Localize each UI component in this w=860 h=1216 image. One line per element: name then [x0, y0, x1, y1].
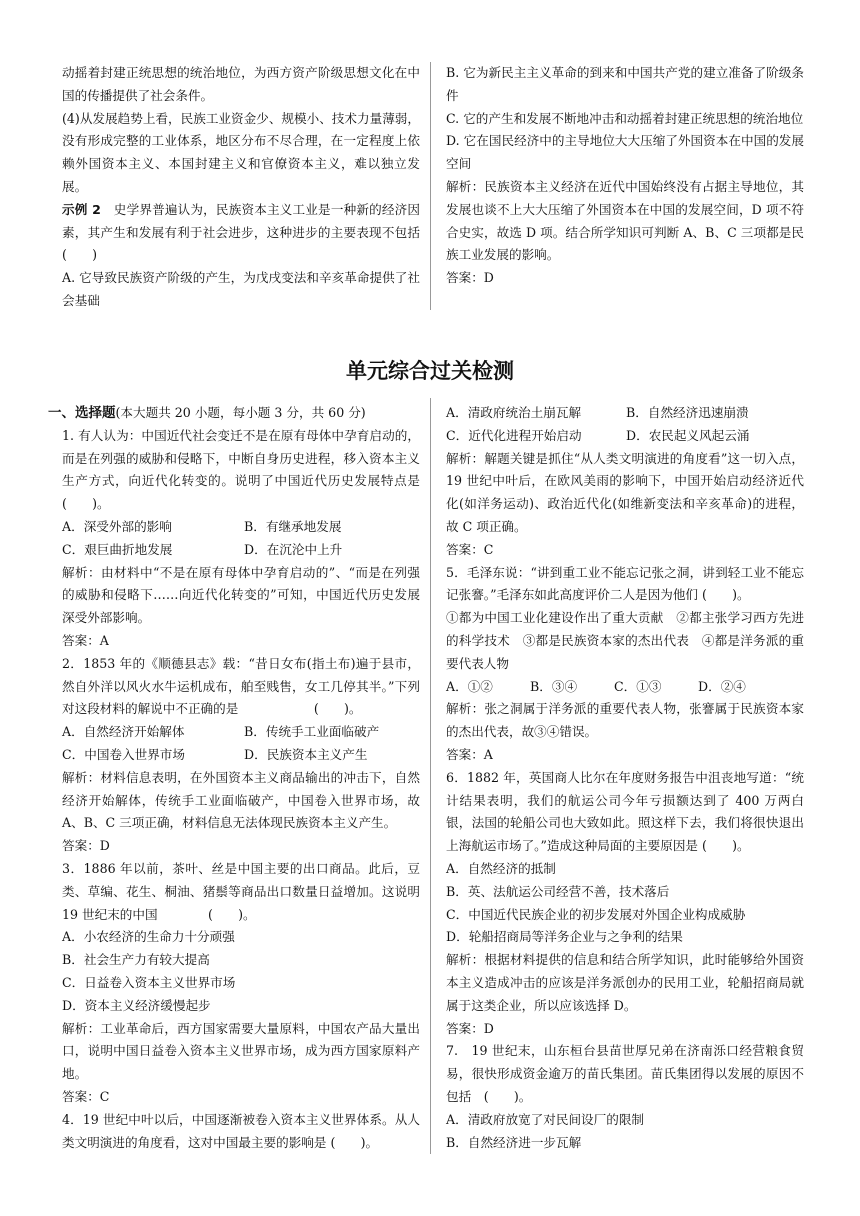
- option: D．民族资本主义产生: [244, 746, 368, 762]
- answer: 答案：A: [62, 632, 109, 648]
- analysis: 解析：根据材料提供的信息和结合所学知识，此时能够给外国资本主义造成冲击的应该是洋务派创办的民用工业，轮船招商局就属于这类企业，所以应该选择 D。: [446, 952, 804, 1013]
- option: C．艰巨曲折地发展: [62, 541, 173, 557]
- option: A．自然经济的抵制: [446, 860, 556, 876]
- question-5: 5．毛泽东说：“讲到重工业不能忘记张之洞，讲到轻工业不能忘记张謇。”毛泽东如此高度评价二人是因为他们 ( )。: [446, 564, 804, 603]
- answer: 答案：A: [446, 746, 493, 762]
- option: D．资本主义经济缓慢起步: [62, 997, 211, 1013]
- option: A．清政府统治土崩瓦解: [446, 405, 582, 420]
- options-row: [62, 744, 420, 767]
- options-row: [446, 425, 804, 448]
- page-title: 单元综合过关检测: [346, 359, 514, 383]
- answer: 答案：C: [62, 1088, 110, 1104]
- question-2: 2．1853 年的《顺德县志》载：“昔日女布(指土布)遍于县市，然自外洋以风火水牛运机成布，舶至贱售，女工几停其半。”下列对这段材料的解说中不正确的是 ( )。: [62, 655, 420, 717]
- option: B. 它为新民主主义革命的到来和中国共产党的建立准备了阶级条件: [446, 65, 804, 103]
- option: B．自然经济进一步瓦解: [446, 1134, 582, 1150]
- option: B．自然经济迅速崩溃: [626, 405, 749, 420]
- section-note: (本大题共 20 小题，每小题 3 分，共 60 分): [115, 405, 366, 420]
- answer: 答案：C: [446, 541, 494, 557]
- option: B．社会生产力有较大提高: [62, 952, 210, 968]
- option: A．①②: [446, 678, 493, 694]
- example-2: [62, 199, 420, 267]
- question-4: 4．19 世纪中叶以后，中国逐渐被卷入资本主义世界体系。从人类文明演进的角度看，这对中国最主要的影响是 ( )。: [62, 1111, 420, 1150]
- analysis: 解析：工业革命后，西方国家需要大量原料，中国农产品大量出口，说明中国日益卷入资本主义世界市场，成为西方国家原料产地。: [62, 1020, 420, 1082]
- options-row: [62, 721, 420, 744]
- analysis: 解析：由材料中“不是在原有母体中孕育启动的”、“而是在列强的威胁和侵略下……向近代化转变的”可知，中国近代历史发展深受外部影响。: [62, 564, 420, 626]
- option: A．小农经济的生命力十分顽强: [62, 929, 235, 945]
- option: B．③④: [530, 678, 578, 694]
- analysis: 解析：材料信息表明，在外国资本主义商品输出的冲击下，自然经济开始解体，传统手工业面临破产，中国卷入世界市场，故 A、B、C 三项正确，材料信息无法体现民族资本主义产生。: [62, 769, 420, 831]
- right-column: [446, 402, 804, 1154]
- option: B．有继承地发展: [244, 518, 342, 534]
- option: C．中国卷入世界市场: [62, 746, 185, 762]
- analysis: 解析：解题关键是抓住“从人类文明演进的角度看”这一切入点，19 世纪中叶后，在欧风美雨的影响下，中国开始启动经济近代化(如洋务运动)、政治近代化(如维新变法和辛亥革命)的进程，故 C 项正确。: [446, 450, 804, 534]
- paragraph: 动摇着封建正统思想的统治地位，为西方资产阶级思想文化在中国的传播提供了社会条件。: [62, 65, 420, 103]
- option: C．中国近代民族企业的初步发展对外国企业构成威胁: [446, 906, 746, 922]
- top-right-column: [446, 62, 804, 290]
- option: A．深受外部的影响: [62, 518, 172, 534]
- question-3: 3．1886 年以前，茶叶、丝是中国主要的出口商品。此后，豆类、草编、花生、桐油、猪鬃等商品出口数量日益增加。这说明 19 世纪末的中国 ( )。: [62, 860, 420, 922]
- question-6: 6．1882 年，英国商人比尔在年度财务报告中沮丧地写道：“统计结果表明，我们的航运公司今年亏损额达到了 400 万两白银，法国的轮船公司也大致如此。照这样下去，我们将很快退出上海航运市场了。”造成这种局面的主要原因是 ( )。: [446, 769, 804, 854]
- question-1: 1. 有人认为：中国近代社会变迁不是在原有母体中孕育启动的，而是在列强的威胁和侵略下，中断自身历史进程，移入资本主义生产方式，向近代化转变的。说明了中国近代历史发展特点是 ( )。: [62, 427, 433, 512]
- statement-list: ①都为中国工业化建设作出了重大贡献 ②都主张学习西方先进的科学技术 ③都是民族资本家的杰出代表 ④都是洋务派的重要代表人物: [446, 610, 804, 671]
- question-7: 7. 19 世纪末，山东桓台县苗世厚兄弟在济南泺口经营粮食贸易，很快形成资金逾万的苗氏集团。苗氏集团得以发展的原因不包括 ( )。: [446, 1043, 804, 1104]
- option: B．传统手工业面临破产: [244, 724, 380, 740]
- option: A．自然经济开始解体: [62, 724, 185, 740]
- option: A．清政府放宽了对民间设厂的限制: [446, 1111, 645, 1127]
- options-row: [446, 676, 804, 699]
- option: D．农民起义风起云涌: [626, 427, 750, 443]
- left-column: [48, 402, 433, 1154]
- section-heading: [48, 402, 420, 425]
- option: C．日益卷入资本主义世界市场: [62, 974, 236, 990]
- analysis: 解析：民族资本主义经济在近代中国始终没有占据主导地位，其发展也谈不上大大压缩了外国资本在中国的发展空间，D 项不符合史实，故选 D 项。结合所学知识可判断 A、B、C 三项都是民族工业发展的影响。: [446, 178, 804, 263]
- analysis: 解析：张之洞属于洋务派的重要代表人物，张謇属于民族资本家的杰出代表，故③④错误。: [446, 701, 804, 740]
- option: B．英、法航运公司经营不善，技术落后: [446, 883, 670, 899]
- column-divider-top: [430, 62, 431, 310]
- option: A. 它导致民族资产阶级的产生，为戊戌变法和辛亥革命提供了社会基础: [62, 270, 420, 308]
- option: C. 它的产生和发展不断地冲击和动摇着封建正统思想的统治地位: [446, 110, 804, 126]
- section-label: 一、选择题: [48, 405, 116, 421]
- answer: 答案：D: [62, 838, 110, 854]
- answer: 答案：D: [446, 270, 494, 286]
- option: C．①③: [614, 678, 662, 694]
- answer: 答案：D: [446, 1020, 494, 1036]
- option: D．轮船招商局等洋务企业与之争利的结果: [446, 929, 683, 945]
- paragraph: (4)从发展趋势上看，民族工业资金少、规模小、技术力量薄弱，没有形成完整的工业体系，地区分布不尽合理，在一定程度上依赖外国资本主义、本国封建主义和官僚资本主义，难以独立发展。: [62, 110, 420, 194]
- top-left-column: [62, 62, 420, 313]
- option: D．在沉沦中上升: [244, 541, 343, 557]
- example-text: 史学界普遍认为，民族资本主义工业是一种新的经济因素，其产生和发展有利于社会进步，这种进步的主要表现不包括( ): [62, 201, 420, 263]
- options-row: [446, 402, 804, 425]
- example-label: 示例 2: [62, 201, 101, 217]
- options-row: [62, 539, 420, 562]
- option: C．近代化进程开始启动: [446, 427, 582, 443]
- column-divider-bottom: [430, 398, 431, 1154]
- option: D．②④: [698, 678, 746, 694]
- options-row: [62, 516, 420, 539]
- option: D. 它在国民经济中的主导地位大大压缩了外国资本在中国的发展空间: [446, 133, 804, 172]
